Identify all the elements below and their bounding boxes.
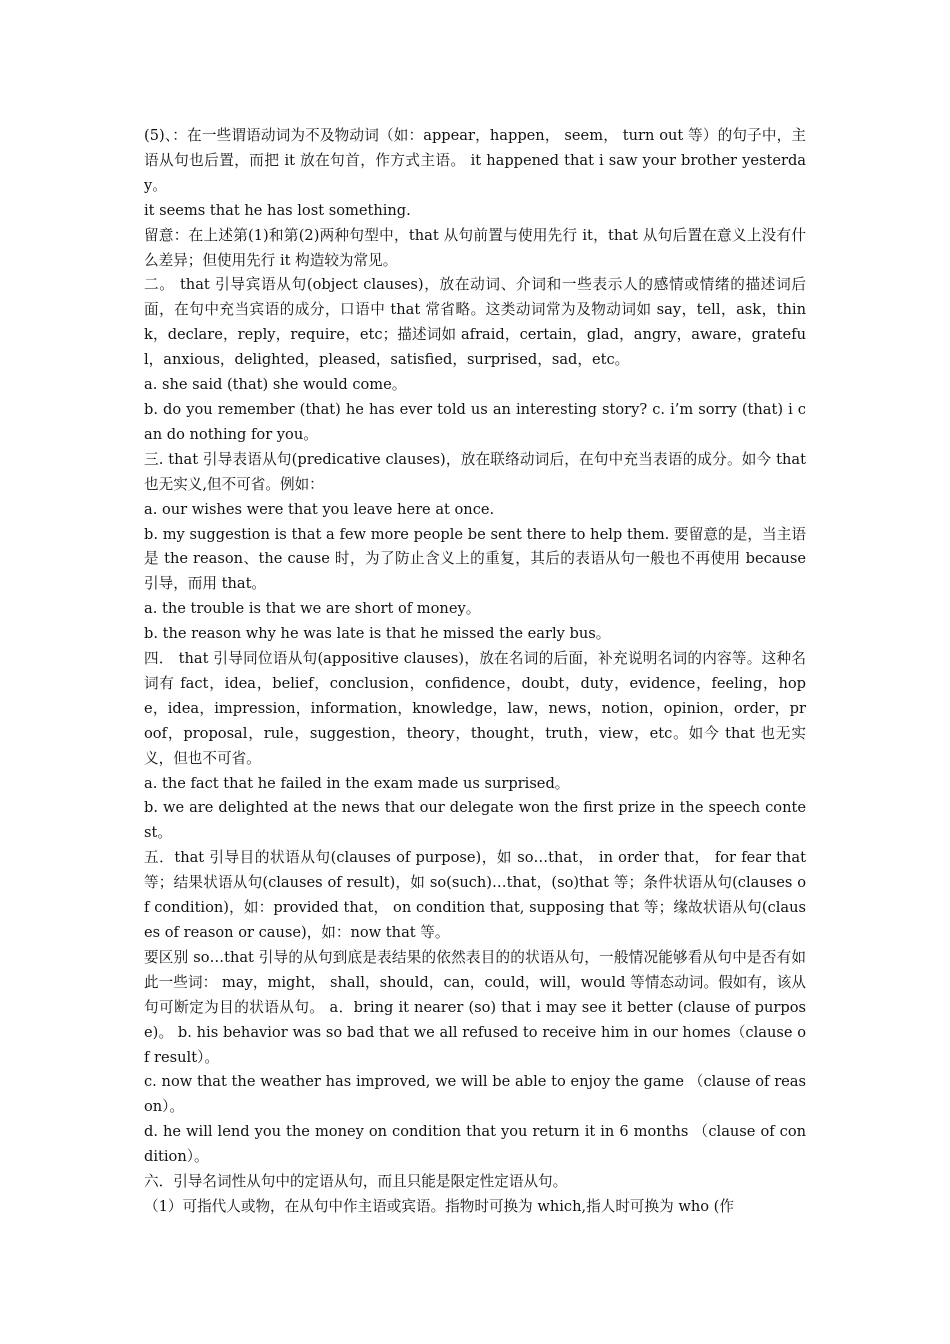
paragraph-example-fact: a. the fact that he failed in the exam made us surprised。 [144,774,570,792]
paragraph-example-news: b. we are delighted at the news that our delegate won the first prize in the speech contest。 [144,799,806,842]
paragraph-example-a: a. she said (that) she would come。 [144,376,407,394]
paragraph-adverbial-clauses: 五．that 引导目的状语从句(clauses of purpose)，如 so…that， in order that， for fear that 等；结果状语从句(clauses of result)，如 so(such)…that，(so)that 等；条件状语从句(clauses of condition)，如：provided that， on condition that, supposing that 等；缘故状语从句(clauses of reason or cause)，如：now that 等。 [144,849,806,941]
paragraph-note-it: 留意：在上述第(1)和第(2)两种句型中，that 从句前置与使用先行 it，that 从句后置在意义上没有什么差异；但使用先行 it 构造较为常见。 [144,226,806,269]
paragraph-distinguish-so-that: 要区别 so…that 引导的从句到底是表结果的依然表目的的状语从句，一般情况能够看从句中是否有如此一些词： may，might， shall，should，can，could，will，would 等情态动词。假如有，该从句可断定为目的状语从句。 a．bring it nearer (so) that i may see it better (clause of purpose)。 b. his behavior was so bad that we all refused to receive him in our homes（clause of result）。 [144,948,806,1066]
paragraph-example-reason: b. the reason why he was late is that he missed the early bus。 [144,625,611,643]
paragraph-attributive-clauses: 六．引导名词性从句中的定语从句，而且只能是限定性定语从句。 [144,1173,568,1191]
paragraph-subject-clause-postponed: (5)、：在一些谓语动词为不及物动词（如：appear，happen， seem， turn out 等）的句子中，主语从句也后置，而把 it 放在句首，作方式主语。 it happened that i saw your brother yesterday。 [144,127,806,194]
paragraph-example-b: b. do you remember (that) he has ever told us an interesting story? c. i’m sorry (that) i can do nothing for you。 [144,400,806,443]
paragraph-predicative-clauses: 三. that 引导表语从句(predicative clauses)，放在联络动词后，在句中充当表语的成分。如今 that 也无实义,但不可省。例如： [144,450,806,493]
paragraph-example-suggestion: b. my suggestion is that a few more people be sent there to help them. 要留意的是，当主语是 the reason、the cause 时，为了防止含义上的重复，其后的表语从句一般也不再使用 because 引导，而用 that。 [144,525,806,593]
paragraph-object-clauses: 二。 that 引导宾语从句(object clauses)，放在动词、介词和一些表示人的感情或情绪的描述词后面，在句中充当宾语的成分，口语中 that 常省略。这类动词常为及物动词如 say，tell，ask，think，declare，reply，require，etc；描述词如 afraid，certain，glad，angry，aware，grateful，anxious，delighted，pleased，satisfied，surprised，sad，etc。 [144,276,806,369]
document-page [144,124,806,1220]
paragraph-point-1: （1）可指代人或物，在从句中作主语或宾语。指物时可换为 which,指人时可换为 who (作 [144,1197,734,1215]
paragraph-example-wishes: a. our wishes were that you leave here at once. [144,500,495,518]
paragraph-example-weather: c. now that the weather has improved, we will be able to enjoy the game （clause of reason）。 [144,1073,806,1116]
paragraph-example-lend: d. he will lend you the money on condition that you return it in 6 months （clause of condition）。 [144,1123,806,1166]
paragraph-appositive-clauses: 四． that 引导同位语从句(appositive clauses)，放在名词的后面，补充说明名词的内容等。这种名词有 fact，idea，belief，conclusion，confidence，doubt，duty，evidence，feeling，hope，idea，impression，information，knowledge，law，news，notion，opinion，order，proof，proposal，rule，suggestion，theory，thought，truth，view，etc。如今 that 也无实义，但也不可省。 [144,650,806,767]
paragraph-example-trouble: a. the trouble is that we are short of money。 [144,600,481,618]
paragraph-example-seems: it seems that he has lost something. [144,201,411,219]
